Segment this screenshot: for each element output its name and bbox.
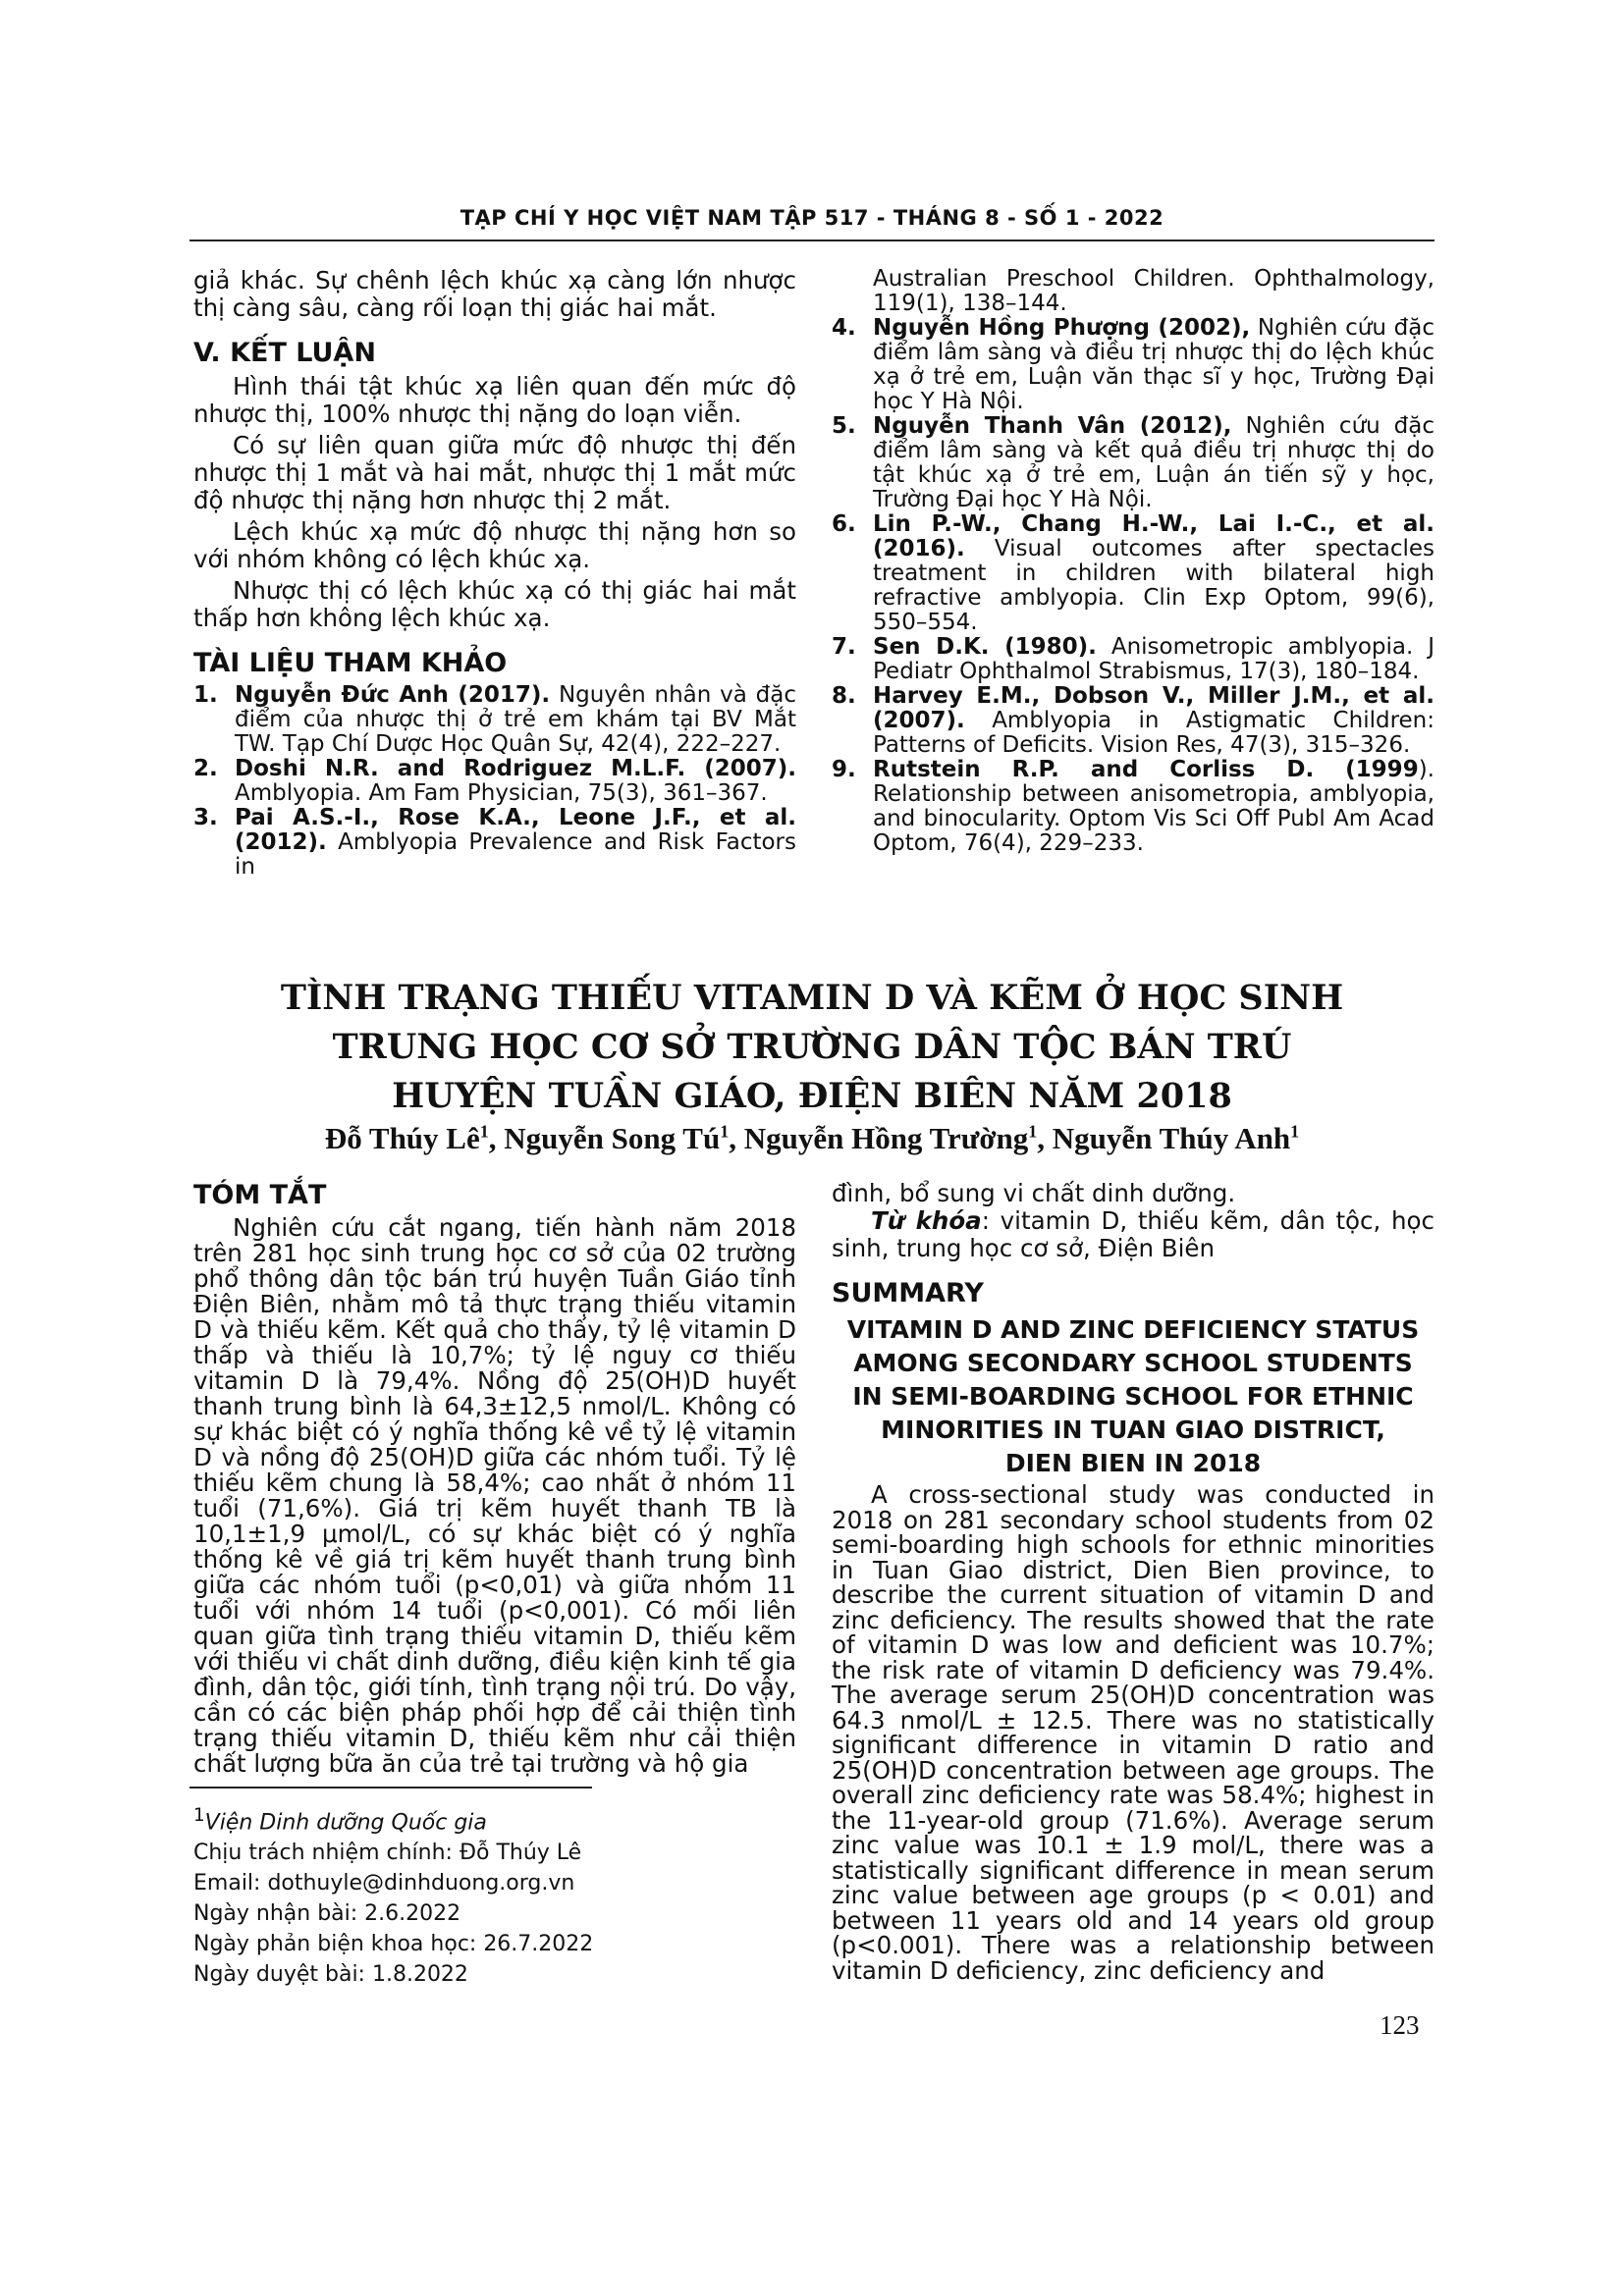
author-name: Đỗ Thúy Lê [324,1121,480,1155]
conclusion-para-1: Hình thái tật khúc xạ liên quan đến mức độ nhược thị, 100% nhược thị nặng do loạn viễn. [193,372,796,428]
footnote-line: Email: dothuyle@dinhduong.org.vn [193,1871,575,1896]
reference-item: 1. Nguyễn Đức Anh (2017). Nguyên nhân và đặc điểm của nhược thị ở trẻ em khám tại BV Mắt TW. Tạp Chí Dược Học Quân Sự, 42(4), 222–227. [193,682,796,757]
conclusion-para-4: Nhược thị có lệch khúc xạ có thị giác hai mắt thấp hơn không lệch khúc xạ. [193,576,796,632]
page-number: 123 [1380,2010,1420,2040]
footnote-line: Ngày nhận bài: 2.6.2022 [193,1901,461,1927]
title-line-1: TÌNH TRẠNG THIẾU VITAMIN D VÀ KẼM Ở HỌC SINH [280,978,1344,1018]
author-name: Nguyễn Thúy Anh [1052,1121,1291,1155]
author-affiliation: 1 [1290,1121,1300,1142]
footnote-affiliation: $^1$Viện Dinh dưỡng Quốc gia [193,1805,487,1836]
journal-header: TẠP CHÍ Y HỌC VIỆT NAM TẬP 517 - THÁNG 8 - SỐ 1 - 2022 [460,206,1164,230]
author-affiliation: 1 [720,1121,730,1142]
footnote-rule [189,1787,592,1789]
title-line-2: TRUNG HỌC CƠ SỞ TRƯỜNG DÂN TỘC BÁN TRÚ [332,1027,1292,1067]
footnote [193,1800,783,1990]
references-list-left [193,683,796,880]
keywords-label: Từ khóa [871,1206,982,1235]
reference-item: 8. Harvey E.M., Dobson V., Miller J.M., et al. (2007). Amblyopia in Astigmatic Children: Patterns of Deficits. Vision Res, 47(3), 315–326. [832,683,1435,758]
left-column-top [193,267,796,880]
abstract-continued: đình, bổ sung vi chất dinh dưỡng. [832,1179,1236,1207]
reference-item: 2. Doshi N.R. and Rodriguez M.L.F. (2007). Amblyopia. Am Fam Physician, 75(3), 361–367. [193,756,796,806]
article-title [189,974,1435,1121]
abstract-vi [193,1180,796,1777]
author-name: Nguyễn Hồng Trường [743,1121,1029,1155]
summary-heading: SUMMARY [832,1278,984,1308]
continued-paragraph: giả khác. Sự chênh lệch khúc xạ càng lớn nhược thị càng sâu, càng rối loạn thị giác hai mắt. [193,266,796,322]
summary-body: A cross-sectional study was conducted in 2018 on 281 secondary school students from 02 semi-boarding high schools for ethnic minorities in Tuan Giao district, Dien Bien province, to describe the current situation of vitamin D and zinc deficiency. The results showed that the rate of vitamin D was low and deficient was 10.7%; the risk rate of vitamin D deficiency was 79.4%. The average serum 25(OH)D concentration was 64.3 nmol/L ± 12.5. There was no statistically significant difference in vitamin D ratio and 25(OH)D concentration between age groups. The overall zinc deficiency rate was 58.4%; highest in the 11-year-old group (71.6%). Average serum zinc value was 10.1 ± 1.9 mol/L, there was a statistically significant difference in mean serum zinc value between age groups (p < 0.01) and between 11 years old and 14 years old group (p<0.001). There was a relationship between vitamin D deficiency, zinc deficiency and [832,1480,1435,1985]
reference-item: 6. Lin P.-W., Chang H.-W., Lai I.-C., et al. (2016). Visual outcomes after spectacles treatment in children with bilateral high refractive amblyopia. Clin Exp Optom, 99(6), 550–554. [832,511,1435,635]
reference-item: 4. Nguyễn Hồng Phượng (2002), Nghiên cứu đặc điểm lâm sàng và điều trị nhược thị do lệch khúc xạ ở trẻ em, Luận văn thạc sĩ y học, Trường Đại học Y Hà Nội. [832,315,1435,414]
abstract-heading: TÓM TẮT [193,1180,327,1210]
reference-item: Australian Preschool Children. Ophthalmology, 119(1), 138–144. [873,266,1435,316]
footnote-line: Ngày duyệt bài: 1.8.2022 [193,1962,468,1988]
references-heading: TÀI LIỆU THAM KHẢO [193,648,508,678]
conclusion-para-3: Lệch khúc xạ mức độ nhược thị nặng hơn so với nhóm không có lệch khúc xạ. [193,517,796,573]
references-list-right [832,267,1435,856]
reference-item: 3. Pai A.S.-I., Rose K.A., Leone J.F., et al. (2012). Amblyopia Prevalence and Risk Factors in [193,805,796,880]
title-line-3: HUYỆN TUẦN GIÁO, ĐIỆN BIÊN NĂM 2018 [392,1076,1232,1116]
footnote-line: Chịu trách nhiệm chính: Đỗ Thúy Lê [193,1841,582,1866]
author-affiliation: 1 [479,1121,489,1142]
abstract-body: Nghiên cứu cắt ngang, tiến hành năm 2018 trên 281 học sinh trung học cơ sở của 02 trường phổ thông dân tộc bán trú huyện Tuần Giáo tỉnh Điện Biên, nhằm mô tả thực trạng thiếu vitamin D và thiếu kẽm. Kết quả cho thấy, tỷ lệ vitamin D thấp và thiếu là 10,7%; tỷ lệ nguy cơ thiếu vitamin D là 79,4%. Nồng độ 25(OH)D huyết thanh trung bình là 64,3±12,5 nmol/L. Không có sự khác biệt có ý nghĩa thống kê về tỷ lệ vitamin D và nồng độ 25(OH)D giữa các nhóm tuổi. Tỷ lệ thiếu kẽm chung là 58,4%; cao nhất ở nhóm 11 tuổi (71,6%). Giá trị kẽm huyết thanh TB là 10,1±1,9 μmol/L, có sự khác biệt có ý nghĩa thống kê về giá trị kẽm huyết thanh trung bình giữa các nhóm tuổi (p<0,01) và giữa nhóm 11 tuổi với nhóm 14 tuổi (p<0,001). Có mối liên quan giữa tình trạng thiếu vitamin D, thiếu kẽm với thiếu vi chất dinh dưỡng, điều kiện kinh tế gia đình, dân tộc, giới tính, tình trạng nội trú. Do vậy, cần có các biện pháp phối hợp để cải thiện tình trạng thiếu vitamin D, thiếu kẽm như cải thiện chất lượng bữa ăn của trẻ tại trường và hộ gia [193,1213,796,1778]
conclusion-para-2: Có sự liên quan giữa mức độ nhược thị đến nhược thị 1 mắt và hai mắt, nhược thị 1 mắt mức độ nhược thị nặng hơn nhược thị 2 mắt. [193,431,796,514]
conclusion-heading: V. KẾT LUẬN [193,338,376,368]
footnote-line: Ngày phản biện khoa học: 26.7.2022 [193,1932,594,1957]
keywords-text: : vitamin D, thiếu kẽm, dân tộc, học sinh, trung học cơ sở, Điện Biên [832,1206,1435,1262]
author-affiliation: 1 [1028,1121,1038,1142]
header-rule [189,240,1435,241]
english-title: VITAMIN D AND ZINC DEFICIENCY STATUS AMONG SECONDARY SCHOOL STUDENTS IN SEMI-BOARDING SCHOOL FOR ETHNIC MINORITIES IN TUAN GIAO DISTRICT, DIEN BIEN IN 2018 [846,1315,1420,1477]
right-column-bottom [832,1180,1435,1983]
reference-item: 9. Rutstein R.P. and Corliss D. (1999). Relationship between anisometropia, amblyopia, and binocularity. Optom Vis Sci Off Publ Am Acad Optom, 76(4), 229–233. [832,757,1435,856]
right-column-top [832,267,1435,856]
reference-item: 7. Sen D.K. (1980). Anisometropic amblyopia. J Pediatr Ophthalmol Strabismus, 17(3), 180–184. [832,634,1435,684]
author-list: Đỗ Thúy $Lê^1$, Nguyễn Song $Tú^1$, Nguyễn Hồng Trường$^1$, Nguyễn Thúy Anh$^1$ [324,1121,1300,1155]
author-name: Nguyễn Song Tú [504,1121,721,1155]
reference-item: 5. Nguyễn Thanh Vân (2012), Nghiên cứu đặc điểm lâm sàng và kết quả điều trị nhược thị do tật khúc xạ ở trẻ em, Luận án tiến sỹ y học, Trường Đại học Y Hà Nội. [832,413,1435,512]
keywords [832,1207,1435,1262]
